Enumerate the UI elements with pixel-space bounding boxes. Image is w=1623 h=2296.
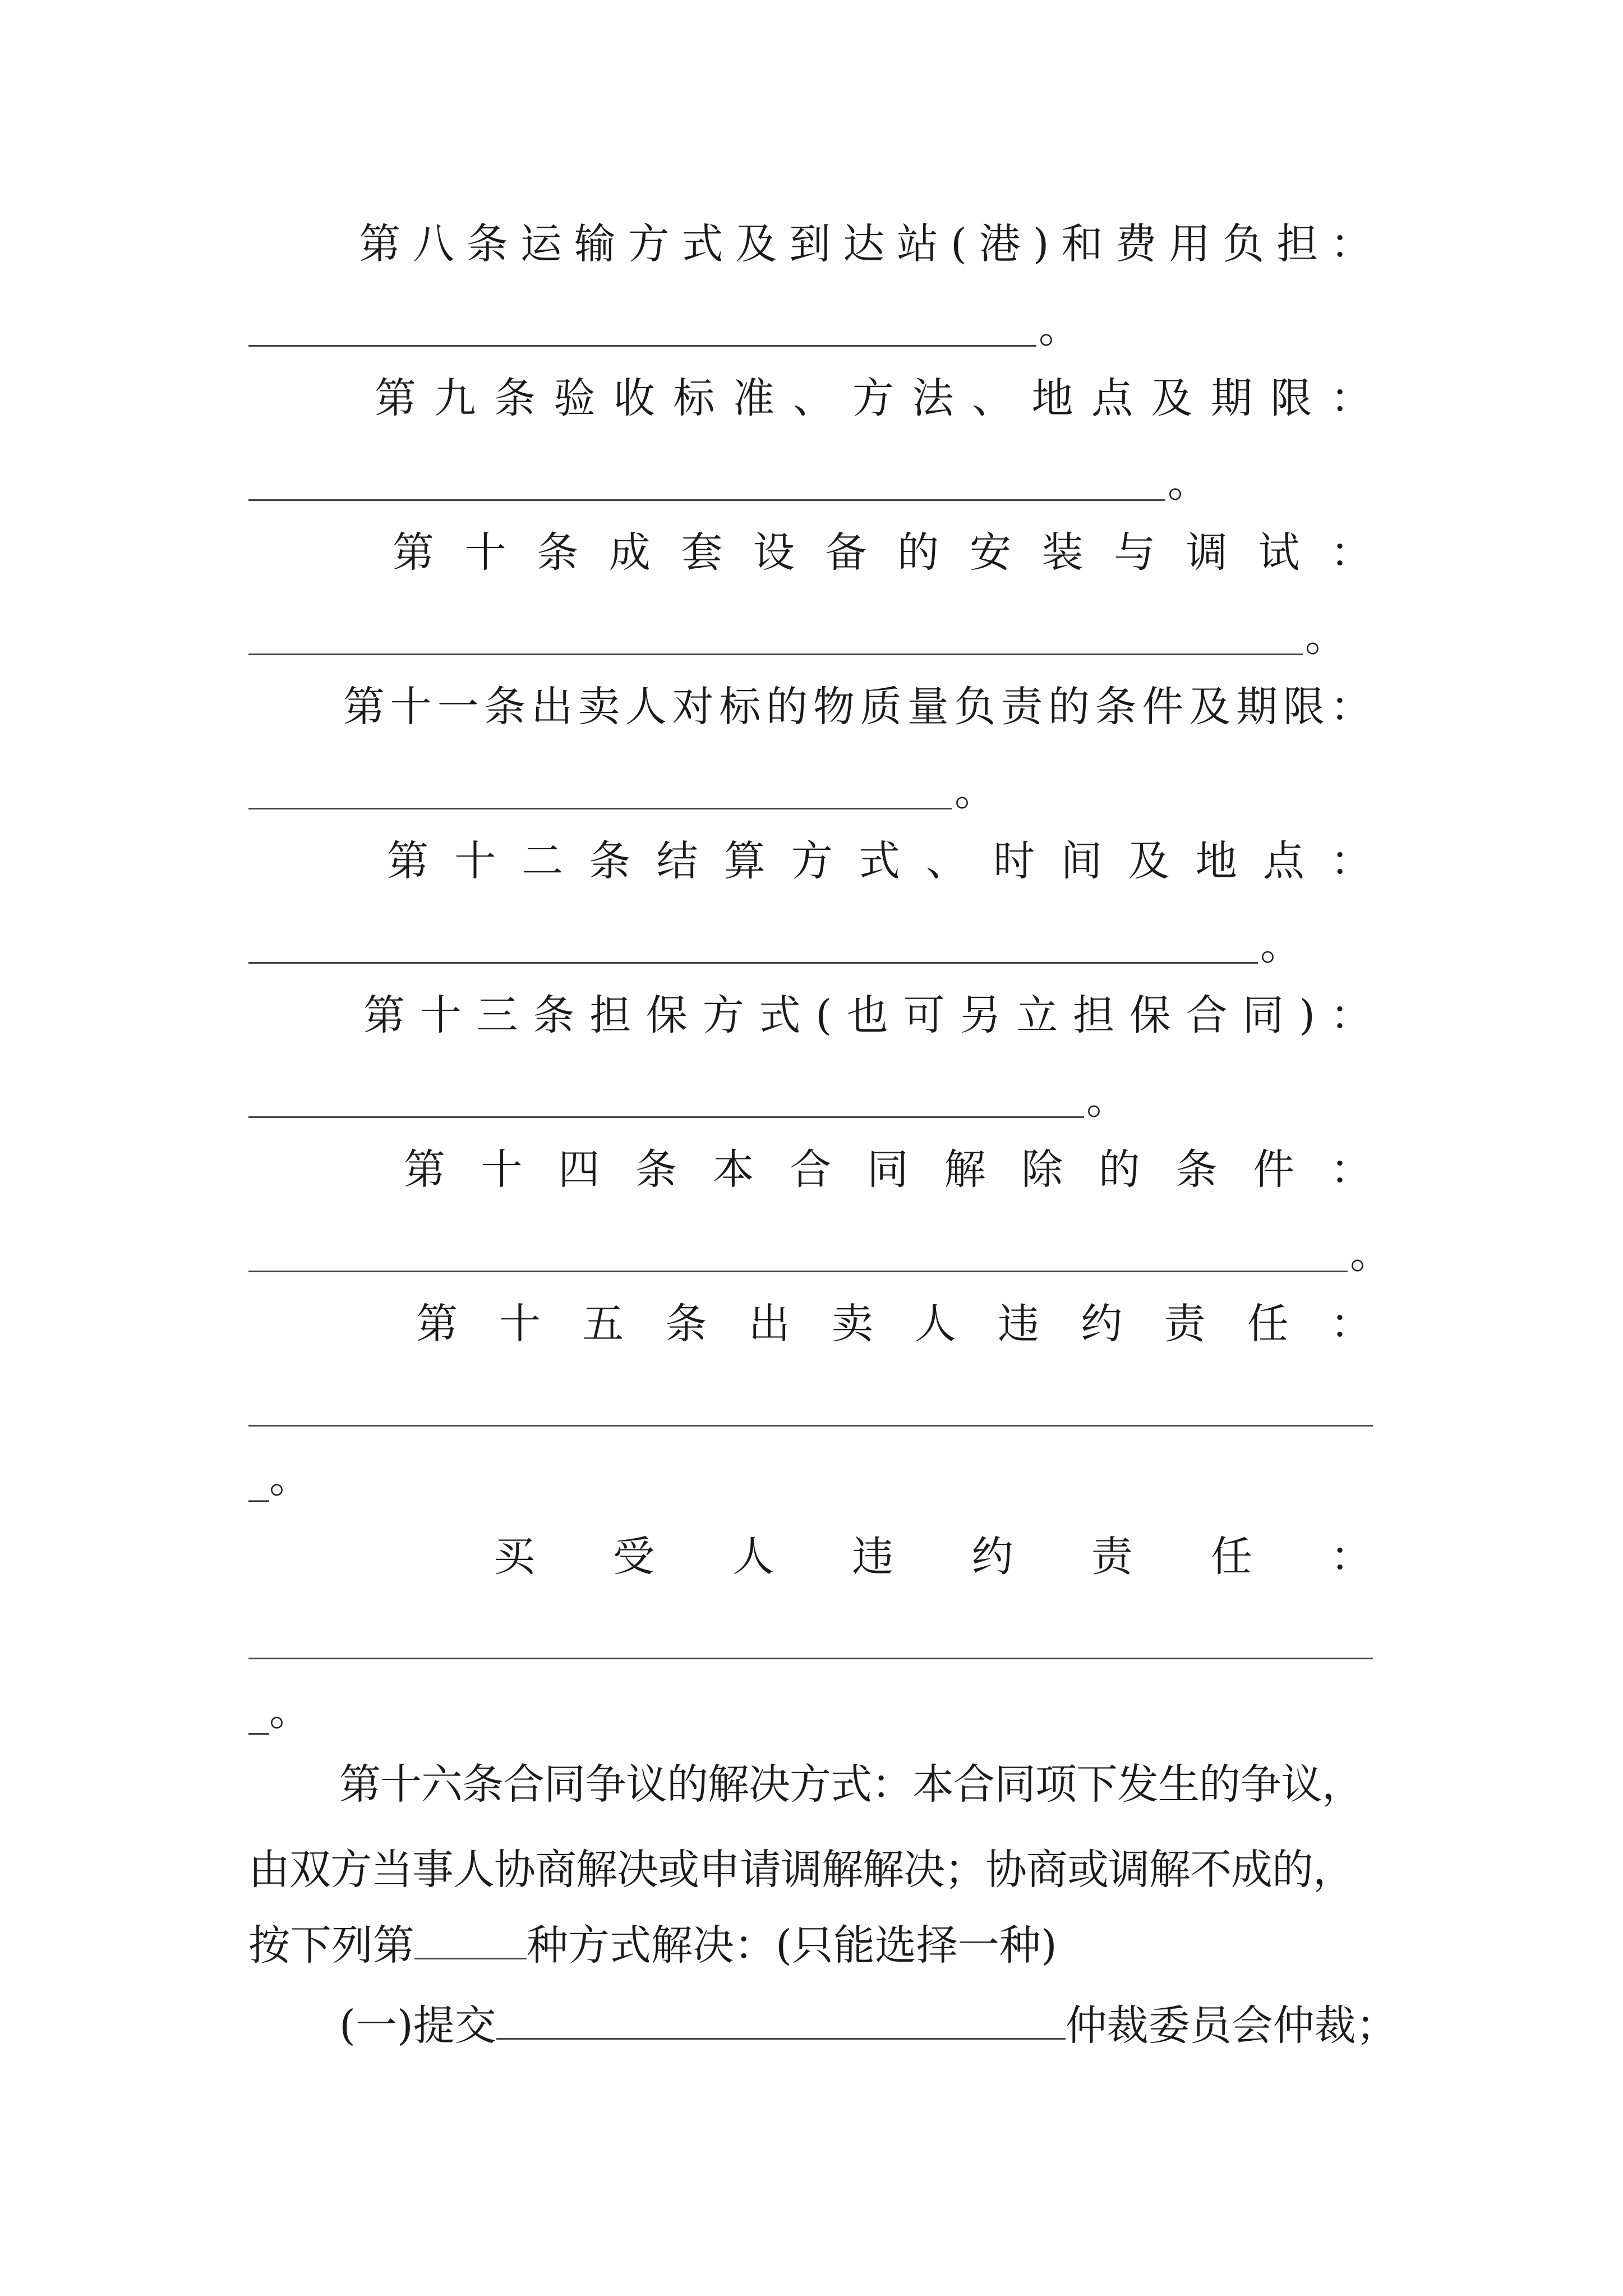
title-char: 担 bbox=[589, 991, 631, 1039]
fill-blank[interactable] bbox=[248, 309, 1036, 347]
clause-13-title bbox=[363, 984, 1372, 1046]
title-char: 也 bbox=[846, 991, 888, 1039]
title-char: ： bbox=[1330, 991, 1372, 1039]
title-char: 同 bbox=[1242, 991, 1284, 1039]
title-char: 间 bbox=[1061, 837, 1103, 885]
fill-blank[interactable] bbox=[248, 1235, 1348, 1272]
title-char: 出 bbox=[748, 1300, 790, 1348]
title-char: 第 bbox=[363, 991, 405, 1039]
clause-15-blank-line[interactable] bbox=[248, 1377, 1373, 1439]
buyer-liability-end bbox=[248, 1680, 311, 1742]
clause-16-line-3a: 按下列第 bbox=[248, 1921, 414, 1970]
title-char: 责 bbox=[1001, 683, 1043, 731]
title-char: 调 bbox=[1186, 528, 1228, 577]
clause-10-blank-line[interactable] bbox=[248, 606, 1347, 668]
clause-13-blank-line[interactable] bbox=[248, 1069, 1128, 1130]
title-char: 十 bbox=[464, 528, 506, 577]
title-char: 任 bbox=[1210, 1533, 1252, 1581]
title-char: 担 bbox=[1073, 991, 1115, 1039]
title-char: 标 bbox=[719, 683, 761, 731]
title-char: ： bbox=[1330, 374, 1372, 422]
period: 。 bbox=[1168, 458, 1209, 507]
clause-16-line-2: 由双方当事人协商解决或申请调解解决；协商或调解不成的， bbox=[248, 1846, 1354, 1894]
title-char: 的 bbox=[1098, 1145, 1140, 1194]
title-char: 准 bbox=[733, 374, 774, 422]
title-char: 卖 bbox=[831, 1300, 873, 1348]
dash-period: _。 bbox=[248, 1454, 311, 1502]
title-char: 第 bbox=[404, 1145, 445, 1194]
title-char: 件 bbox=[1253, 1145, 1295, 1194]
title-char: 条 bbox=[466, 220, 508, 268]
title-char: 十 bbox=[454, 837, 496, 885]
title-char: 质 bbox=[860, 683, 902, 731]
title-char: 合 bbox=[1186, 991, 1228, 1039]
title-char: 物 bbox=[813, 683, 855, 731]
clause-12-title bbox=[387, 830, 1372, 892]
title-char: 人 bbox=[625, 683, 667, 731]
title-char: 的 bbox=[766, 683, 808, 731]
title-char: 任 bbox=[1247, 1300, 1289, 1348]
title-char: 条 bbox=[1175, 1145, 1218, 1194]
title-char: 站 bbox=[897, 220, 939, 268]
clause-16-option-1 bbox=[339, 1983, 1478, 2068]
title-char: 方 bbox=[791, 837, 833, 885]
title-char: 条 bbox=[484, 683, 526, 731]
title-char: 买 bbox=[494, 1533, 535, 1581]
title-char: 试 bbox=[1258, 528, 1300, 577]
title-char: 四 bbox=[558, 1145, 600, 1194]
title-char: 对 bbox=[672, 683, 714, 731]
title-char: 到 bbox=[789, 220, 831, 268]
period: 。 bbox=[1350, 1230, 1391, 1278]
title-char: 另 bbox=[960, 991, 1002, 1039]
title-char: 运 bbox=[520, 220, 562, 268]
title-char: 输 bbox=[574, 220, 616, 268]
title-char: 卖 bbox=[578, 683, 620, 731]
clause-10-title bbox=[393, 522, 1372, 583]
clause-9-blank-line[interactable] bbox=[248, 452, 1209, 513]
title-char: 地 bbox=[1031, 374, 1073, 422]
title-char: 责 bbox=[1091, 1533, 1133, 1581]
method-number-blank[interactable] bbox=[414, 1924, 527, 1959]
title-char: 违 bbox=[998, 1300, 1040, 1348]
title-char: 条 bbox=[635, 1145, 677, 1194]
title-char: 点 bbox=[1091, 374, 1133, 422]
clause-11-title bbox=[343, 676, 1372, 738]
title-char: 九 bbox=[434, 374, 476, 422]
title-char: 用 bbox=[1169, 220, 1211, 268]
title-char: 式 bbox=[759, 991, 801, 1039]
title-char: 可 bbox=[903, 991, 945, 1039]
title-char: 条 bbox=[494, 374, 536, 422]
title-char: 立 bbox=[1016, 991, 1058, 1039]
title-char: 十 bbox=[481, 1145, 523, 1194]
clause-8-blank-line[interactable] bbox=[248, 297, 1080, 359]
title-char: 点 bbox=[1262, 837, 1304, 885]
title-char: 同 bbox=[866, 1145, 909, 1194]
arbitration-commission-blank[interactable] bbox=[496, 2004, 1066, 2040]
title-char: 第 bbox=[393, 528, 434, 577]
title-char: 保 bbox=[1129, 991, 1171, 1039]
title-char: 条 bbox=[1095, 683, 1137, 731]
title-char: 限 bbox=[1270, 374, 1312, 422]
title-char: ： bbox=[1330, 1145, 1372, 1194]
title-char: 标 bbox=[673, 374, 715, 422]
option-1-suffix: 仲裁委员会仲裁； bbox=[1065, 2001, 1398, 2050]
title-char: 保 bbox=[645, 991, 688, 1039]
title-char: 式 bbox=[858, 837, 900, 885]
title-char: ： bbox=[1330, 683, 1372, 731]
title-char: 时 bbox=[993, 837, 1035, 885]
title-char: 约 bbox=[1081, 1300, 1123, 1348]
title-char: 担 bbox=[1276, 220, 1318, 268]
title-char: 、 bbox=[972, 374, 1013, 422]
fill-blank[interactable] bbox=[248, 618, 1303, 655]
clause-8-title bbox=[359, 213, 1372, 275]
clause-16-line-3 bbox=[248, 1903, 1387, 1988]
title-char: ： bbox=[1330, 528, 1372, 577]
title-char: 港 bbox=[979, 220, 1021, 268]
title-char: 量 bbox=[907, 683, 949, 731]
title-char: 第 bbox=[359, 220, 400, 268]
title-char: 费 bbox=[1115, 220, 1157, 268]
title-char: 十 bbox=[419, 991, 462, 1039]
title-char: 式 bbox=[681, 220, 723, 268]
title-char: 违 bbox=[852, 1533, 894, 1581]
clause-16-line-1: 第十六条合同争议的解决方式：本合同项下发生的争议， bbox=[339, 1760, 1363, 1809]
title-char: ) bbox=[1299, 991, 1316, 1039]
title-char: 条 bbox=[665, 1300, 707, 1348]
title-char: 成 bbox=[608, 528, 651, 577]
title-char: 本 bbox=[712, 1145, 754, 1194]
option-1-prefix: (一)提交 bbox=[339, 2001, 496, 2050]
title-char: 约 bbox=[971, 1533, 1013, 1581]
title-char: 、 bbox=[792, 374, 834, 422]
fill-blank[interactable] bbox=[248, 772, 952, 809]
title-char: 八 bbox=[412, 220, 454, 268]
title-char: 第 bbox=[416, 1300, 458, 1348]
title-char: ： bbox=[1330, 837, 1372, 885]
title-char: 条 bbox=[537, 528, 579, 577]
title-char: ( bbox=[815, 991, 832, 1039]
title-char: 负 bbox=[954, 683, 996, 731]
title-char: ： bbox=[1330, 1300, 1372, 1348]
fill-blank[interactable] bbox=[248, 1080, 1084, 1118]
clause-16-line-3b: 种方式解决：(只能选择一种) bbox=[527, 1921, 1057, 1970]
title-char: 套 bbox=[681, 528, 723, 577]
title-char: ( bbox=[950, 220, 967, 268]
title-char: 负 bbox=[1223, 220, 1265, 268]
title-char: 及 bbox=[735, 220, 777, 268]
title-char: 二 bbox=[522, 837, 564, 885]
title-char: 条 bbox=[533, 991, 575, 1039]
clause-15-end bbox=[248, 1447, 311, 1509]
title-char: 与 bbox=[1114, 528, 1156, 577]
title-char: 地 bbox=[1195, 837, 1237, 885]
title-char: 除 bbox=[1021, 1145, 1063, 1194]
title-char: 达 bbox=[843, 220, 885, 268]
title-char: 人 bbox=[732, 1533, 774, 1581]
title-char: ： bbox=[1330, 1533, 1372, 1581]
title-char: 收 bbox=[614, 374, 655, 422]
title-char: 五 bbox=[582, 1300, 624, 1348]
title-char: 受 bbox=[613, 1533, 655, 1581]
title-char: 十 bbox=[390, 683, 432, 731]
title-char: 方 bbox=[852, 374, 894, 422]
period: 。 bbox=[1086, 1075, 1128, 1124]
title-char: 期 bbox=[1236, 683, 1278, 731]
clause-15-title bbox=[416, 1293, 1372, 1355]
period: 。 bbox=[955, 767, 996, 815]
title-char: 解 bbox=[944, 1145, 986, 1194]
title-char: 出 bbox=[531, 683, 573, 731]
title-char: 十 bbox=[499, 1300, 541, 1348]
title-char: 期 bbox=[1211, 374, 1252, 422]
title-char: 及 bbox=[1128, 837, 1170, 885]
period: 。 bbox=[1305, 613, 1347, 661]
title-char: 第 bbox=[375, 374, 416, 422]
title-char: 件 bbox=[1142, 683, 1184, 731]
title-char: 三 bbox=[476, 991, 518, 1039]
title-char: 一 bbox=[437, 683, 479, 731]
title-char: 装 bbox=[1041, 528, 1083, 577]
title-char: 第 bbox=[387, 837, 428, 885]
title-char: ： bbox=[1330, 220, 1372, 268]
dash-period: _。 bbox=[248, 1687, 311, 1735]
clause-14-title bbox=[404, 1139, 1372, 1200]
title-char: 限 bbox=[1283, 683, 1325, 731]
title-char: 方 bbox=[628, 220, 670, 268]
title-char: 验 bbox=[554, 374, 596, 422]
title-char: 设 bbox=[753, 528, 795, 577]
fill-blank[interactable] bbox=[248, 926, 1258, 964]
fill-blank[interactable] bbox=[248, 463, 1165, 501]
title-char: 条 bbox=[589, 837, 631, 885]
title-char: 备 bbox=[825, 528, 867, 577]
fill-blank[interactable] bbox=[248, 1389, 1373, 1427]
buyer-liability-title bbox=[494, 1526, 1372, 1588]
clause-14-blank-line[interactable] bbox=[248, 1223, 1391, 1285]
period: 。 bbox=[1260, 921, 1302, 969]
period: 。 bbox=[1039, 304, 1080, 352]
title-char: 和 bbox=[1061, 220, 1103, 268]
title-char: 方 bbox=[702, 991, 744, 1039]
title-char: 算 bbox=[723, 837, 766, 885]
title-char: 法 bbox=[912, 374, 954, 422]
title-char: 人 bbox=[915, 1300, 957, 1348]
clause-11-blank-line[interactable] bbox=[248, 760, 996, 822]
title-char: 第 bbox=[343, 683, 385, 731]
title-char: 合 bbox=[790, 1145, 832, 1194]
title-char: 、 bbox=[926, 837, 968, 885]
title-char: 结 bbox=[656, 837, 698, 885]
title-char: 责 bbox=[1164, 1300, 1206, 1348]
fill-blank[interactable] bbox=[248, 1622, 1373, 1659]
title-char: 安 bbox=[969, 528, 1011, 577]
title-char: 的 bbox=[897, 528, 939, 577]
buyer-liability-blank-line[interactable] bbox=[248, 1610, 1373, 1672]
clause-9-title bbox=[375, 367, 1372, 429]
clause-12-blank-line[interactable] bbox=[248, 914, 1302, 976]
title-char: 及 bbox=[1189, 683, 1231, 731]
title-char: 的 bbox=[1048, 683, 1090, 731]
title-char: 及 bbox=[1151, 374, 1193, 422]
title-char: ) bbox=[1032, 220, 1049, 268]
